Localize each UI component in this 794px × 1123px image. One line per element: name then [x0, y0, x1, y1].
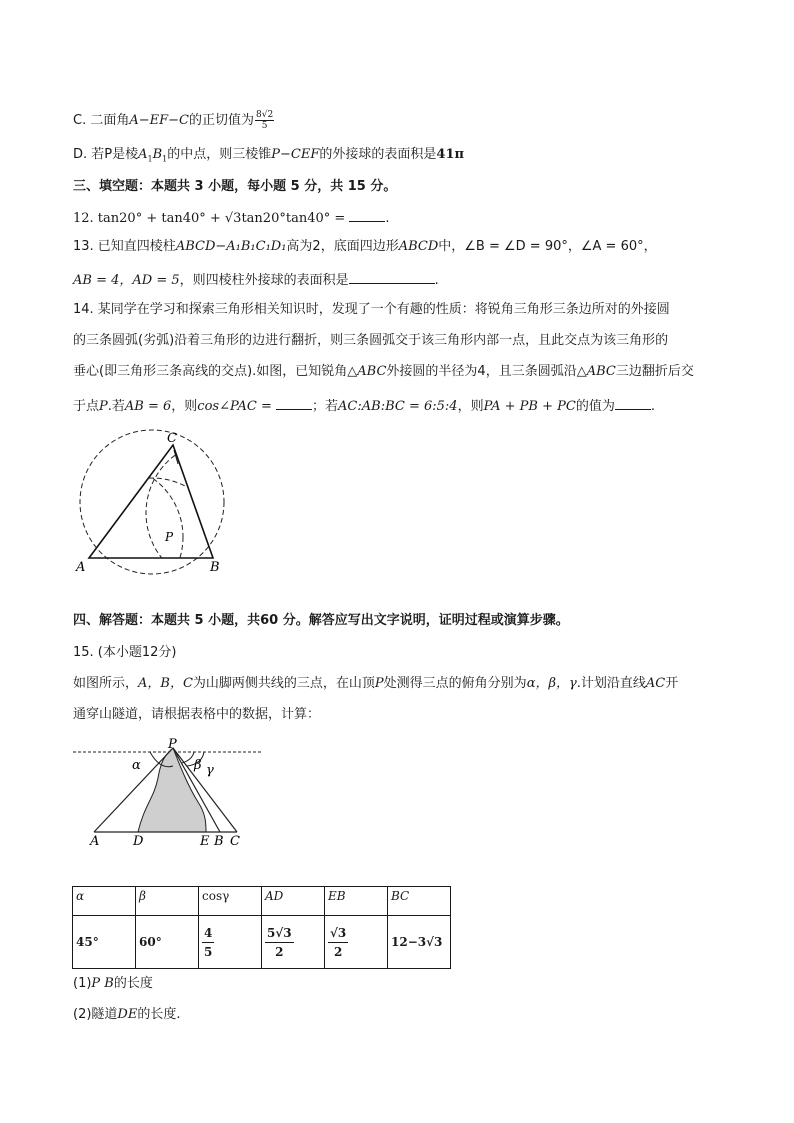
- table-cell: $\frac{√3}{2}$: [325, 916, 388, 969]
- table-row: [73, 916, 451, 969]
- label-d: D: [133, 834, 144, 848]
- table-cell: $\frac{5√3}{2}$: [262, 916, 325, 969]
- option-d: D. 若P是棱$A_1B_1$的中点，则三棱锥P−CEF的外接球的表面积是41π: [73, 147, 465, 164]
- table-header: cosγ: [199, 887, 262, 916]
- question-15-line2: 通穿山隧道，请根据表格中的数据，计算：: [73, 707, 321, 722]
- triangle-circles-figure: [70, 428, 240, 578]
- label-b: B: [210, 560, 220, 575]
- table-header: AD: [262, 887, 325, 916]
- answer-blank-14a: [276, 396, 312, 410]
- question-14-line1: 14. 某同学在学习和探索三角形相关知识时，发现了一个有趣的性质：将锐角三角形三条边所对的外接圆: [73, 302, 670, 317]
- triangle-abc: [89, 445, 213, 558]
- label-p: P: [165, 530, 174, 544]
- section-3-heading: 三、填空题：本题共 3 小题，每小题 5 分，共 15 分。: [73, 179, 397, 194]
- table-cell: 60°: [136, 916, 199, 969]
- table-header: BC: [388, 887, 451, 916]
- question-15-part1: (1)P B的长度: [73, 976, 153, 991]
- question-12: 12. tan20° + tan40° + √3tan20°tan40° = .: [73, 208, 390, 228]
- question-13-line2: AB = 4，AD = 5，则四棱柱外接球的表面积是 .: [73, 270, 439, 290]
- table-header: EB: [325, 887, 388, 916]
- label-beta: β: [194, 758, 202, 773]
- label-b: B: [214, 834, 224, 848]
- question-13-line1: 13. 已知直四棱柱ABCD−A₁B₁C₁D₁高为2，底面四边形ABCD中，∠B = ∠D = 90°，∠A = 60°，: [73, 239, 657, 254]
- tangent-fraction: $\frac{8√2}{5}$: [256, 110, 274, 131]
- question-15-part2: (2)隧道DE的长度.: [73, 1007, 181, 1022]
- option-c: C. 二面角A−EF−C的正切值为 $\frac{8√2}{5}$: [73, 110, 274, 131]
- label-p: P: [168, 737, 177, 752]
- table-cell: $\frac{4}{5}$: [199, 916, 262, 969]
- label-gamma: γ: [206, 763, 214, 778]
- label-c: C: [230, 834, 240, 848]
- label-alpha: α: [132, 758, 141, 773]
- label-c: C: [167, 431, 177, 446]
- table-cell: 45°: [73, 916, 136, 969]
- label-a: A: [90, 834, 100, 848]
- question-15-head: 15. (本小题12分): [73, 645, 177, 660]
- label-a: A: [76, 560, 86, 575]
- mountain-figure: [70, 736, 270, 848]
- reflected-arc-bc: [70, 465, 183, 578]
- table-header-row: [73, 887, 451, 916]
- question-14-line2: 的三条圆弧(劣弧)沿着三角形的边进行翻折，则三条圆弧交于该三角形内部一点，且此交点为该三角形的: [73, 333, 669, 348]
- answer-blank-13: [349, 270, 435, 284]
- question-14-line3: 垂心(即三角形三条高线的交点).如图，已知锐角△ABC外接圆的半径为4，且三条圆弧沿△ABC三边翻折后交: [73, 364, 694, 379]
- question-15-line1: 如图所示，A，B，C为山脚两侧共线的三点，在山顶P处测得三点的俯角分别为α，β，γ.计划沿直线AC开: [73, 676, 679, 691]
- table-header: α: [73, 887, 136, 916]
- section-4-heading: 四、解答题：本题共 5 小题，共60 分。解答应写出文字说明，证明过程或演算步骤。: [73, 613, 569, 628]
- data-table: [72, 886, 451, 969]
- answer-blank-14b: [615, 396, 651, 410]
- table-header: β: [136, 887, 199, 916]
- table-cell: 12−3√3: [388, 916, 451, 969]
- label-e: E: [200, 834, 210, 848]
- circumcircle: [80, 430, 224, 574]
- answer-blank-12: [349, 208, 385, 222]
- question-14-line4: 于点P.若AB = 6，则cos∠PAC = ；若AC:AB:BC = 6:5:4，则PA + PB + PC的值为 .: [73, 396, 655, 416]
